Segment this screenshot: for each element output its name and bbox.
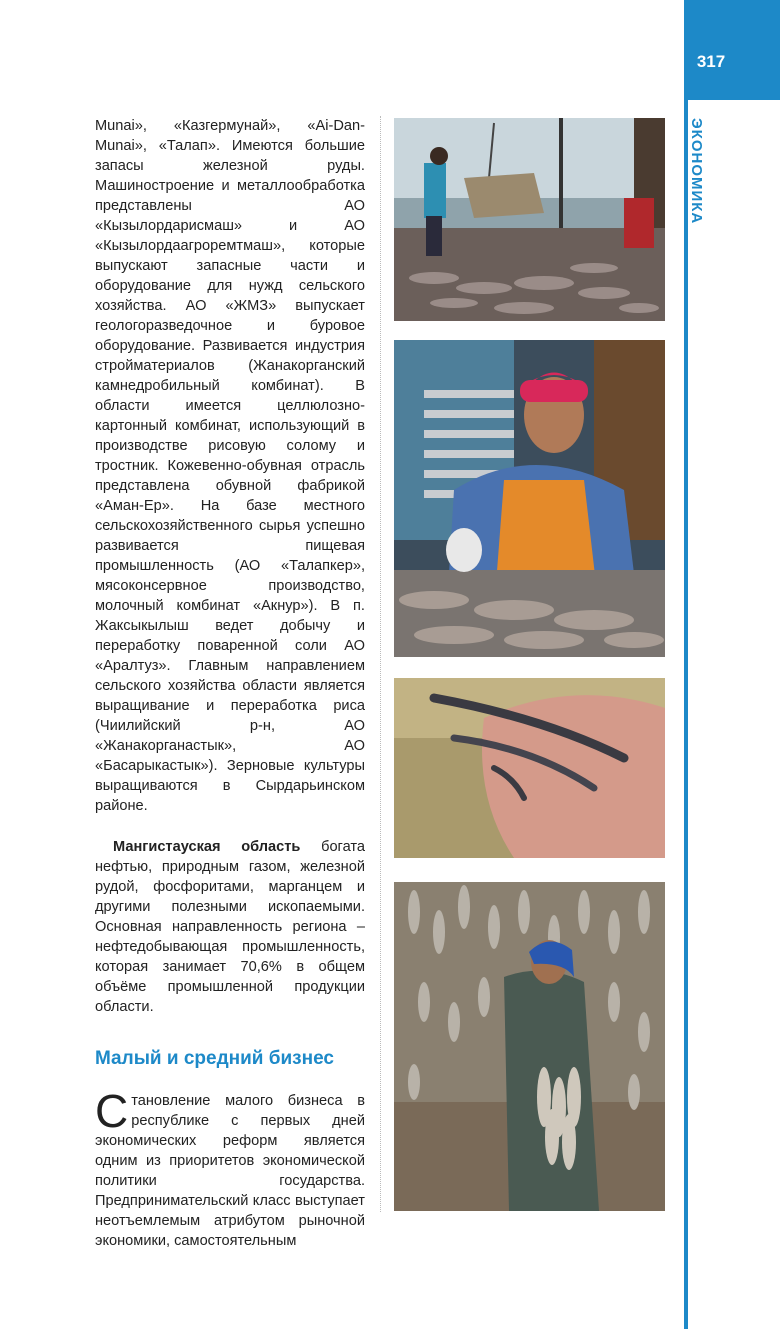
text-column <box>95 116 365 1251</box>
paragraph-3 <box>95 1085 365 1251</box>
photo-fish-unloading <box>394 118 665 321</box>
page-number-tab <box>684 0 780 100</box>
paragraph-1: Munai», «Казгермунай», «Ai-Dan-Munai», «Талап». Имеются большие запасы железной руды. Машиностроение и металлообработка представлены АО «Кызылордарисмаш» и АО «Кызылордаагроремтмаш», которые выпускают запасные части и оборудование для нужд сельского хозяйства. АО «ЖМЗ» выпускает геологоразведочное и буровое оборудование. Развивается индустрия стройматериалов (Жанакорганский камнедробильный комбинат). В области имеется целлюлозно-картонный комбинат, использующий в производстве рисовую солому и тростник. Кожевенно-обувная отрасль представлена обувной фабрикой «Аман-Ер». На базе местного сельскохозяйственного сырья успешно развивается пищевая промышленность (АО «Талапкер», мясоконсервное производство, молочный комбинат «Акнур»). В п. Жаксыкылыш ведет добычу и переработку поваренной соли АО «Аралтуз». Главным направлением сельского хозяйства области является выращивание и переработка риса (Чиилийский р-н, АО «Жанакорганастык», АО «Басарыкастык»). Зерновые культуры выращиваются в Сырдарьинском районе. <box>95 118 365 814</box>
photo-drying-fish <box>394 882 665 1211</box>
paragraph-2-text: богата нефтью, природным газом, железной рудой, фосфоритами, марганцем и другими полезными ископаемыми. Основная направленность региона – нефтедобывающая промышленность, которая занимает 70,6% в общем объёме промышленной продукции области. <box>95 839 365 1015</box>
column-divider <box>380 116 381 1212</box>
paragraph-3-text: тановление малого бизнеса в республике с первых дней экономических реформ является одним из приоритетов экономической политики государства. Предпринимательский класс выступает неотъемлемым атрибутом рыночной экономики, самостоятельным <box>95 1093 365 1249</box>
section-heading: Малый и средний бизнес <box>95 1048 334 1069</box>
section-label: ЭКОНОМИКА <box>688 118 705 225</box>
paragraph-2 <box>95 837 365 1017</box>
region-name: Мангистауская область <box>113 839 301 855</box>
photo-hand-with-sturgeon <box>394 678 665 858</box>
drop-cap: С <box>95 1085 129 1137</box>
page-number: 317 <box>696 52 726 71</box>
photo-woman-sorting-fish <box>394 340 665 657</box>
